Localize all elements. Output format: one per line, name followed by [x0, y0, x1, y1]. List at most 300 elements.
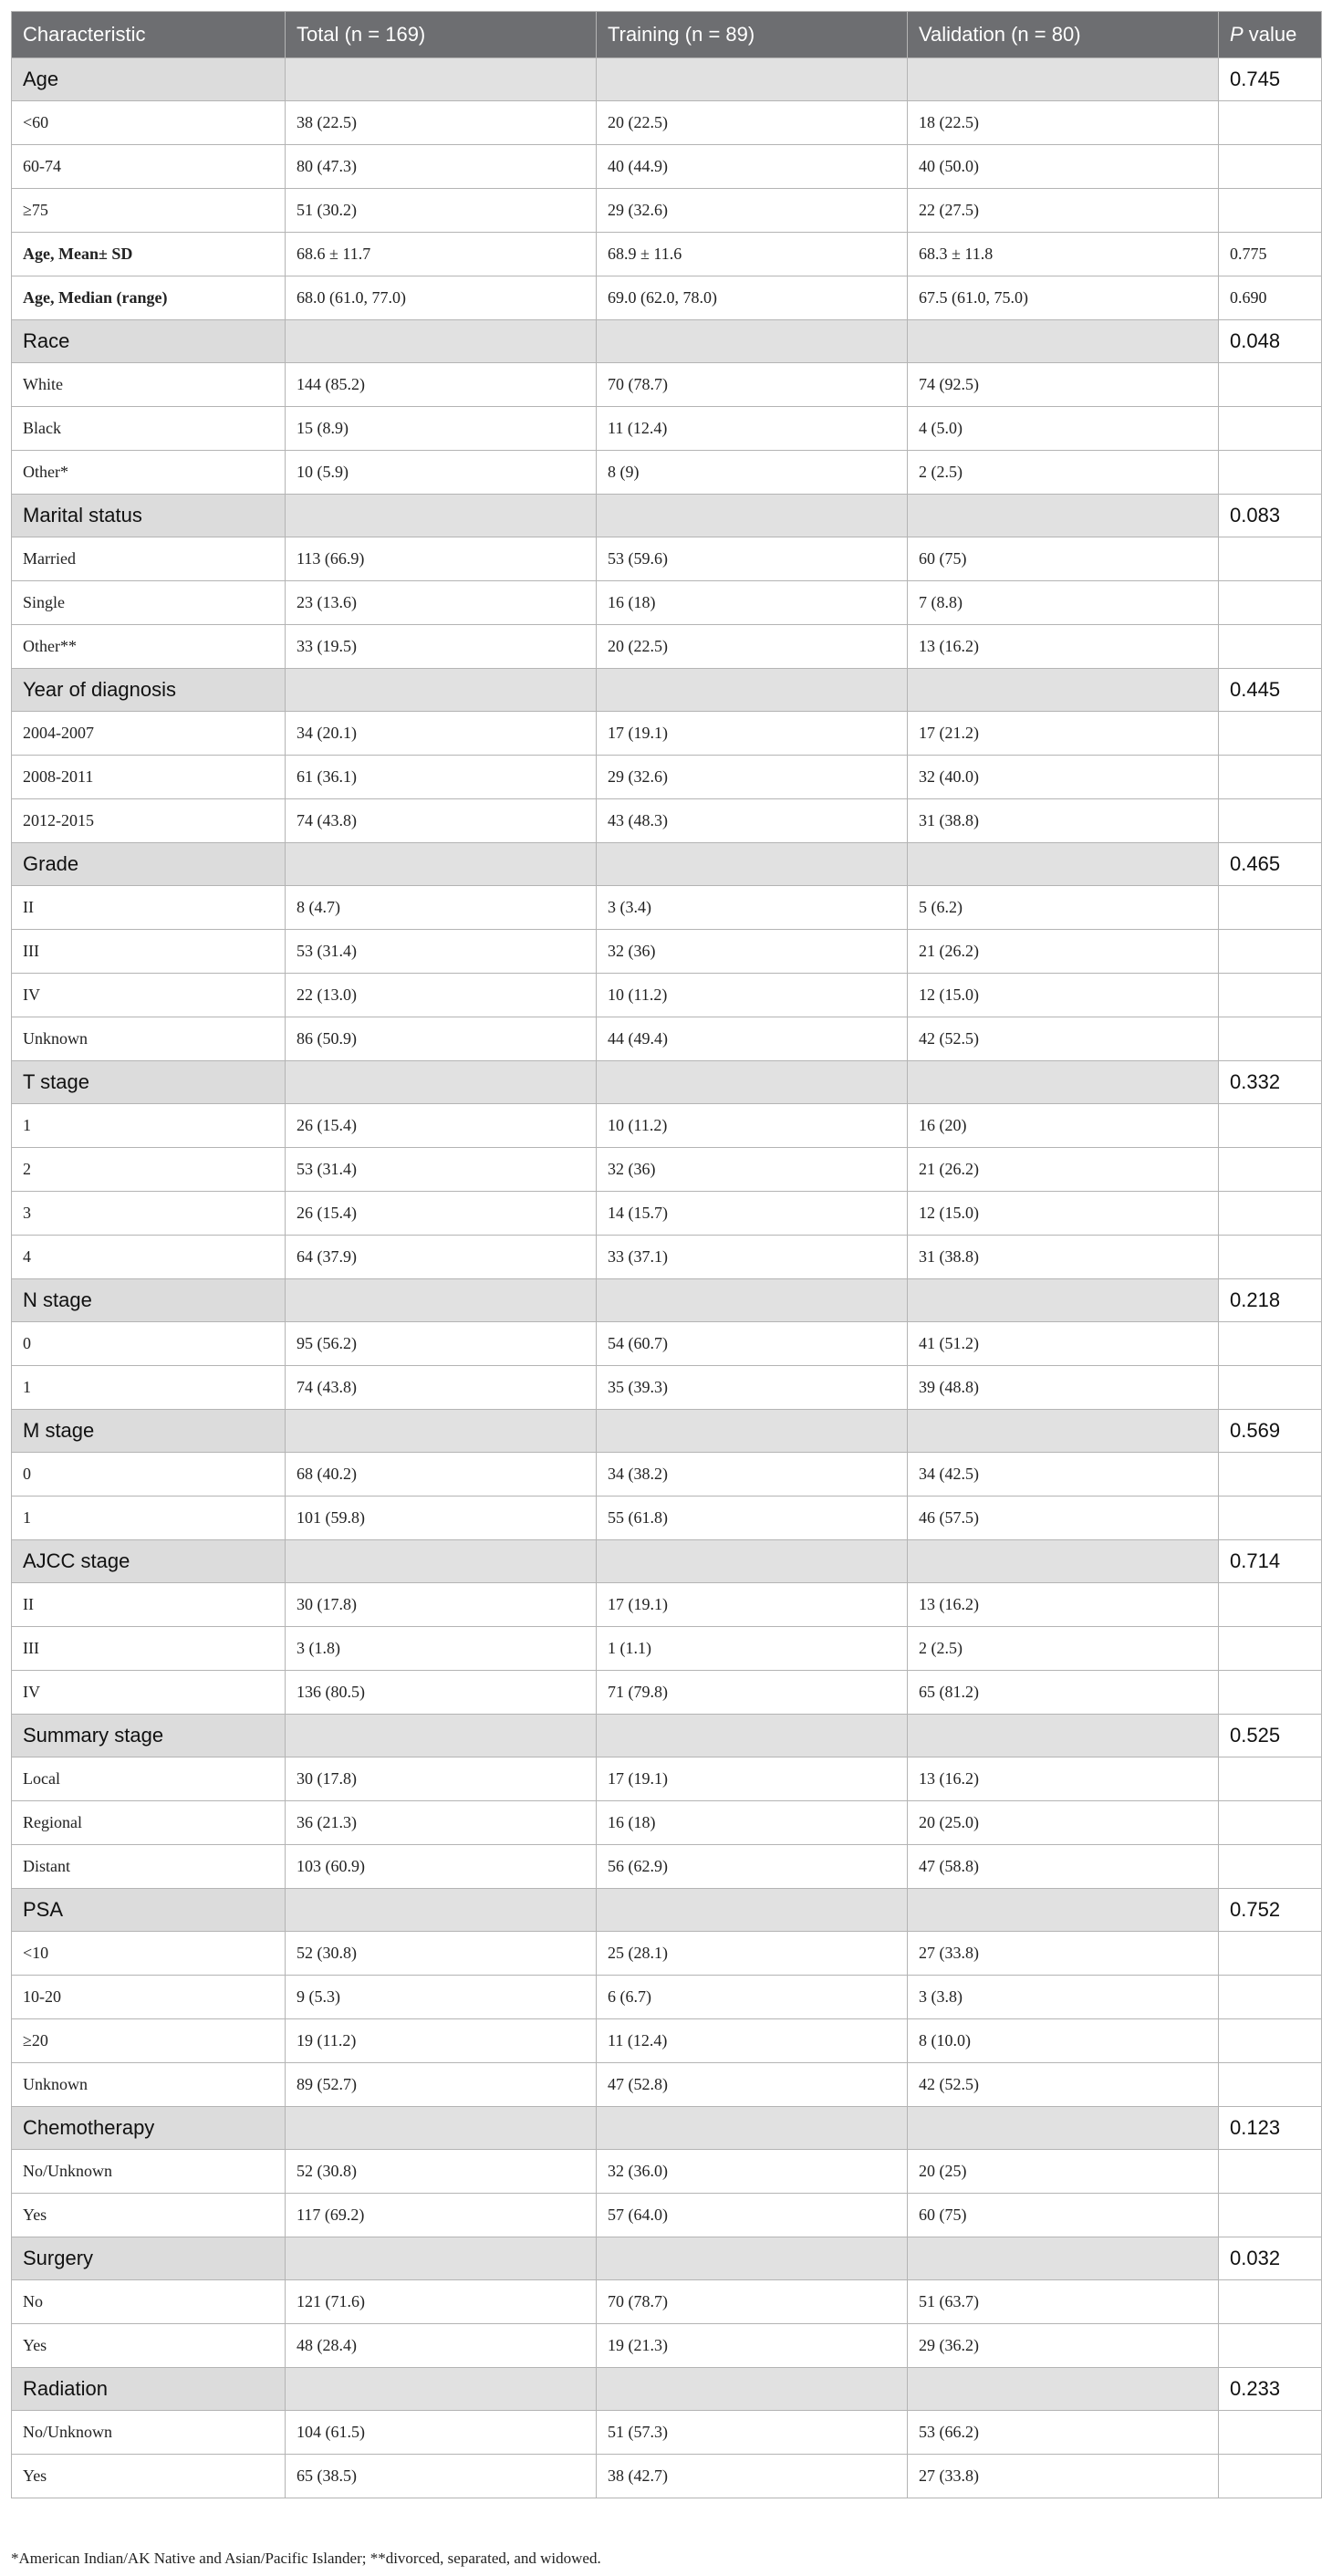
section-empty-cell: [597, 1540, 908, 1583]
training-cell: 14 (15.7): [597, 1192, 908, 1236]
row-label: 1: [12, 1366, 286, 1410]
row-label: III: [12, 930, 286, 974]
total-cell: 52 (30.8): [286, 1932, 597, 1976]
table-row: [12, 1932, 1322, 1976]
validation-cell: 31 (38.8): [908, 1236, 1219, 1279]
section-header-row: [12, 2368, 1322, 2411]
validation-cell: 21 (26.2): [908, 1148, 1219, 1192]
p-value-cell: [1219, 1366, 1322, 1410]
section-empty-cell: [597, 58, 908, 101]
validation-cell: 2 (2.5): [908, 451, 1219, 495]
p-value-cell: [1219, 1757, 1322, 1801]
training-cell: 6 (6.7): [597, 1976, 908, 2019]
p-value-cell: [1219, 189, 1322, 233]
validation-cell: 32 (40.0): [908, 756, 1219, 799]
section-empty-cell: [908, 1715, 1219, 1757]
section-p-value: 0.083: [1219, 495, 1322, 537]
total-cell: 30 (17.8): [286, 1757, 597, 1801]
section-label: T stage: [12, 1061, 286, 1104]
total-cell: 34 (20.1): [286, 712, 597, 756]
training-cell: 57 (64.0): [597, 2194, 908, 2237]
training-cell: 33 (37.1): [597, 1236, 908, 1279]
section-empty-cell: [597, 1889, 908, 1932]
section-empty-cell: [908, 2237, 1219, 2280]
table-row: [12, 1583, 1322, 1627]
table-row: [12, 189, 1322, 233]
p-value-cell: 0.775: [1219, 233, 1322, 276]
total-cell: 86 (50.9): [286, 1017, 597, 1061]
section-label: Grade: [12, 843, 286, 886]
training-cell: 68.9 ± 11.6: [597, 233, 908, 276]
section-empty-cell: [286, 320, 597, 363]
row-label: Yes: [12, 2194, 286, 2237]
row-label: 2008-2011: [12, 756, 286, 799]
section-p-value: 0.465: [1219, 843, 1322, 886]
row-label: Single: [12, 581, 286, 625]
section-header-row: [12, 1540, 1322, 1583]
training-cell: 56 (62.9): [597, 1845, 908, 1889]
training-cell: 32 (36.0): [597, 2150, 908, 2194]
section-empty-cell: [597, 2368, 908, 2411]
training-cell: 3 (3.4): [597, 886, 908, 930]
total-cell: 64 (37.9): [286, 1236, 597, 1279]
row-label: Regional: [12, 1801, 286, 1845]
table-row: [12, 712, 1322, 756]
validation-cell: 13 (16.2): [908, 1583, 1219, 1627]
validation-cell: 27 (33.8): [908, 2455, 1219, 2498]
section-empty-cell: [597, 1410, 908, 1453]
total-cell: 89 (52.7): [286, 2063, 597, 2107]
section-empty-cell: [597, 669, 908, 712]
section-empty-cell: [286, 2368, 597, 2411]
total-cell: 144 (85.2): [286, 363, 597, 407]
p-value-cell: [1219, 886, 1322, 930]
table-row: [12, 407, 1322, 451]
row-label: 1: [12, 1497, 286, 1540]
validation-cell: 4 (5.0): [908, 407, 1219, 451]
table-header-row: [12, 12, 1322, 58]
validation-cell: 13 (16.2): [908, 1757, 1219, 1801]
row-label: 3: [12, 1192, 286, 1236]
section-p-value: 0.233: [1219, 2368, 1322, 2411]
p-value-cell: [1219, 1932, 1322, 1976]
validation-cell: 27 (33.8): [908, 1932, 1219, 1976]
row-label: Distant: [12, 1845, 286, 1889]
table-row: [12, 1236, 1322, 1279]
row-label: ≥75: [12, 189, 286, 233]
row-label: Age, Median (range): [12, 276, 286, 320]
training-cell: 16 (18): [597, 581, 908, 625]
training-cell: 29 (32.6): [597, 189, 908, 233]
section-header-row: [12, 2107, 1322, 2150]
total-cell: 113 (66.9): [286, 537, 597, 581]
header-p-rest: value: [1243, 23, 1297, 46]
section-empty-cell: [908, 1061, 1219, 1104]
section-p-value: 0.525: [1219, 1715, 1322, 1757]
validation-cell: 68.3 ± 11.8: [908, 233, 1219, 276]
row-label: ≥20: [12, 2019, 286, 2063]
training-cell: 17 (19.1): [597, 1583, 908, 1627]
table-row: [12, 799, 1322, 843]
characteristics-table-container: [11, 11, 1321, 2498]
section-empty-cell: [908, 843, 1219, 886]
section-p-value: 0.123: [1219, 2107, 1322, 2150]
training-cell: 70 (78.7): [597, 2280, 908, 2324]
p-value-cell: [1219, 2019, 1322, 2063]
row-label: No/Unknown: [12, 2150, 286, 2194]
row-label: IV: [12, 1671, 286, 1715]
table-row: [12, 1322, 1322, 1366]
total-cell: 3 (1.8): [286, 1627, 597, 1671]
section-label: N stage: [12, 1279, 286, 1322]
section-empty-cell: [286, 495, 597, 537]
validation-cell: 53 (66.2): [908, 2411, 1219, 2455]
section-empty-cell: [597, 843, 908, 886]
row-label: Local: [12, 1757, 286, 1801]
section-label: Chemotherapy: [12, 2107, 286, 2150]
table-row: [12, 974, 1322, 1017]
table-row: [12, 276, 1322, 320]
table-row: [12, 145, 1322, 189]
section-header-row: [12, 495, 1322, 537]
section-empty-cell: [908, 1889, 1219, 1932]
section-empty-cell: [597, 495, 908, 537]
training-cell: 51 (57.3): [597, 2411, 908, 2455]
training-cell: 8 (9): [597, 451, 908, 495]
section-header-row: [12, 320, 1322, 363]
table-row: [12, 101, 1322, 145]
p-value-cell: 0.690: [1219, 276, 1322, 320]
p-value-cell: [1219, 2063, 1322, 2107]
section-p-value: 0.032: [1219, 2237, 1322, 2280]
table-row: [12, 1845, 1322, 1889]
header-p-value: [1219, 12, 1322, 58]
section-header-row: [12, 1279, 1322, 1322]
validation-cell: 31 (38.8): [908, 799, 1219, 843]
p-value-cell: [1219, 451, 1322, 495]
p-value-cell: [1219, 1192, 1322, 1236]
validation-cell: 39 (48.8): [908, 1366, 1219, 1410]
total-cell: 117 (69.2): [286, 2194, 597, 2237]
validation-cell: 40 (50.0): [908, 145, 1219, 189]
section-empty-cell: [908, 1410, 1219, 1453]
total-cell: 38 (22.5): [286, 101, 597, 145]
p-value-cell: [1219, 1497, 1322, 1540]
total-cell: 74 (43.8): [286, 1366, 597, 1410]
table-footnote: *American Indian/AK Native and Asian/Pacific Islander; **divorced, separated, and widowed.: [11, 2550, 601, 2567]
validation-cell: 21 (26.2): [908, 930, 1219, 974]
training-cell: 16 (18): [597, 1801, 908, 1845]
p-value-cell: [1219, 1583, 1322, 1627]
section-label: Surgery: [12, 2237, 286, 2280]
section-p-value: 0.048: [1219, 320, 1322, 363]
table-row: [12, 2150, 1322, 2194]
total-cell: 26 (15.4): [286, 1192, 597, 1236]
section-empty-cell: [286, 2237, 597, 2280]
table-row: [12, 1627, 1322, 1671]
total-cell: 15 (8.9): [286, 407, 597, 451]
section-empty-cell: [908, 2368, 1219, 2411]
total-cell: 68.0 (61.0, 77.0): [286, 276, 597, 320]
section-header-row: [12, 669, 1322, 712]
p-value-cell: [1219, 625, 1322, 669]
total-cell: 53 (31.4): [286, 1148, 597, 1192]
table-row: [12, 1104, 1322, 1148]
total-cell: 121 (71.6): [286, 2280, 597, 2324]
table-row: [12, 2019, 1322, 2063]
total-cell: 51 (30.2): [286, 189, 597, 233]
validation-cell: 51 (63.7): [908, 2280, 1219, 2324]
total-cell: 65 (38.5): [286, 2455, 597, 2498]
section-empty-cell: [286, 1410, 597, 1453]
section-empty-cell: [908, 2107, 1219, 2150]
total-cell: 52 (30.8): [286, 2150, 597, 2194]
section-empty-cell: [908, 495, 1219, 537]
section-empty-cell: [597, 1279, 908, 1322]
total-cell: 36 (21.3): [286, 1801, 597, 1845]
section-label: M stage: [12, 1410, 286, 1453]
row-label: 2: [12, 1148, 286, 1192]
row-label: 10-20: [12, 1976, 286, 2019]
total-cell: 8 (4.7): [286, 886, 597, 930]
training-cell: 70 (78.7): [597, 363, 908, 407]
validation-cell: 2 (2.5): [908, 1627, 1219, 1671]
total-cell: 10 (5.9): [286, 451, 597, 495]
total-cell: 19 (11.2): [286, 2019, 597, 2063]
row-label: II: [12, 1583, 286, 1627]
header-total: Total (n = 169): [286, 12, 597, 58]
total-cell: 80 (47.3): [286, 145, 597, 189]
row-label: White: [12, 363, 286, 407]
total-cell: 68.6 ± 11.7: [286, 233, 597, 276]
section-p-value: 0.569: [1219, 1410, 1322, 1453]
p-value-cell: [1219, 1801, 1322, 1845]
training-cell: 17 (19.1): [597, 1757, 908, 1801]
table-row: [12, 930, 1322, 974]
row-label: 0: [12, 1453, 286, 1497]
p-value-cell: [1219, 974, 1322, 1017]
row-label: II: [12, 886, 286, 930]
total-cell: 74 (43.8): [286, 799, 597, 843]
row-label: Married: [12, 537, 286, 581]
validation-cell: 3 (3.8): [908, 1976, 1219, 2019]
section-empty-cell: [908, 320, 1219, 363]
section-header-row: [12, 1410, 1322, 1453]
section-empty-cell: [597, 2237, 908, 2280]
validation-cell: 22 (27.5): [908, 189, 1219, 233]
row-label: <60: [12, 101, 286, 145]
validation-cell: 12 (15.0): [908, 974, 1219, 1017]
table-row: [12, 1497, 1322, 1540]
section-empty-cell: [286, 1540, 597, 1583]
row-label: 0: [12, 1322, 286, 1366]
section-empty-cell: [286, 58, 597, 101]
row-label: 1: [12, 1104, 286, 1148]
header-training: Training (n = 89): [597, 12, 908, 58]
p-value-cell: [1219, 712, 1322, 756]
training-cell: 35 (39.3): [597, 1366, 908, 1410]
p-value-cell: [1219, 1671, 1322, 1715]
section-header-row: [12, 1889, 1322, 1932]
section-empty-cell: [908, 58, 1219, 101]
validation-cell: 7 (8.8): [908, 581, 1219, 625]
section-label: Race: [12, 320, 286, 363]
training-cell: 38 (42.7): [597, 2455, 908, 2498]
p-value-cell: [1219, 537, 1322, 581]
validation-cell: 65 (81.2): [908, 1671, 1219, 1715]
table-row: [12, 1453, 1322, 1497]
training-cell: 43 (48.3): [597, 799, 908, 843]
section-empty-cell: [597, 1715, 908, 1757]
table-row: [12, 2324, 1322, 2368]
table-row: [12, 1192, 1322, 1236]
training-cell: 20 (22.5): [597, 625, 908, 669]
section-label: AJCC stage: [12, 1540, 286, 1583]
training-cell: 40 (44.9): [597, 145, 908, 189]
row-label: III: [12, 1627, 286, 1671]
p-value-cell: [1219, 2194, 1322, 2237]
header-validation: Validation (n = 80): [908, 12, 1219, 58]
row-label: Other*: [12, 451, 286, 495]
training-cell: 32 (36): [597, 930, 908, 974]
total-cell: 23 (13.6): [286, 581, 597, 625]
total-cell: 33 (19.5): [286, 625, 597, 669]
total-cell: 103 (60.9): [286, 1845, 597, 1889]
section-empty-cell: [597, 2107, 908, 2150]
section-header-row: [12, 58, 1322, 101]
section-header-row: [12, 1061, 1322, 1104]
table-row: [12, 363, 1322, 407]
table-row: [12, 2194, 1322, 2237]
section-label: Radiation: [12, 2368, 286, 2411]
section-empty-cell: [597, 1061, 908, 1104]
section-p-value: 0.745: [1219, 58, 1322, 101]
validation-cell: 13 (16.2): [908, 625, 1219, 669]
table-row: [12, 581, 1322, 625]
table-row: [12, 2280, 1322, 2324]
section-empty-cell: [286, 2107, 597, 2150]
total-cell: 53 (31.4): [286, 930, 597, 974]
total-cell: 9 (5.3): [286, 1976, 597, 2019]
section-header-row: [12, 1715, 1322, 1757]
table-row: [12, 2411, 1322, 2455]
table-row: [12, 2455, 1322, 2498]
p-value-cell: [1219, 1148, 1322, 1192]
p-value-cell: [1219, 2411, 1322, 2455]
section-empty-cell: [597, 320, 908, 363]
section-label: PSA: [12, 1889, 286, 1932]
header-characteristic: Characteristic: [12, 12, 286, 58]
p-value-cell: [1219, 363, 1322, 407]
p-value-cell: [1219, 2280, 1322, 2324]
training-cell: 1 (1.1): [597, 1627, 908, 1671]
validation-cell: 12 (15.0): [908, 1192, 1219, 1236]
p-value-cell: [1219, 2324, 1322, 2368]
training-cell: 20 (22.5): [597, 101, 908, 145]
section-p-value: 0.332: [1219, 1061, 1322, 1104]
row-label: 60-74: [12, 145, 286, 189]
training-cell: 32 (36): [597, 1148, 908, 1192]
total-cell: 26 (15.4): [286, 1104, 597, 1148]
p-value-cell: [1219, 1453, 1322, 1497]
validation-cell: 67.5 (61.0, 75.0): [908, 276, 1219, 320]
training-cell: 44 (49.4): [597, 1017, 908, 1061]
table-row: [12, 1801, 1322, 1845]
total-cell: 104 (61.5): [286, 2411, 597, 2455]
training-cell: 69.0 (62.0, 78.0): [597, 276, 908, 320]
header-p-italic: P: [1230, 23, 1244, 46]
row-label: 2004-2007: [12, 712, 286, 756]
row-label: No/Unknown: [12, 2411, 286, 2455]
training-cell: 55 (61.8): [597, 1497, 908, 1540]
validation-cell: 46 (57.5): [908, 1497, 1219, 1540]
section-empty-cell: [286, 1715, 597, 1757]
table-row: [12, 886, 1322, 930]
p-value-cell: [1219, 581, 1322, 625]
table-row: [12, 1366, 1322, 1410]
table-row: [12, 1757, 1322, 1801]
section-empty-cell: [908, 1540, 1219, 1583]
p-value-cell: [1219, 756, 1322, 799]
section-header-row: [12, 2237, 1322, 2280]
training-cell: 47 (52.8): [597, 2063, 908, 2107]
row-label: Yes: [12, 2324, 286, 2368]
characteristics-table: [11, 11, 1322, 2498]
validation-cell: 60 (75): [908, 2194, 1219, 2237]
training-cell: 25 (28.1): [597, 1932, 908, 1976]
section-empty-cell: [286, 1889, 597, 1932]
table-row: [12, 625, 1322, 669]
total-cell: 68 (40.2): [286, 1453, 597, 1497]
row-label: Black: [12, 407, 286, 451]
table-row: [12, 451, 1322, 495]
row-label: Unknown: [12, 2063, 286, 2107]
training-cell: 10 (11.2): [597, 1104, 908, 1148]
section-empty-cell: [286, 1061, 597, 1104]
validation-cell: 5 (6.2): [908, 886, 1219, 930]
section-empty-cell: [908, 669, 1219, 712]
training-cell: 11 (12.4): [597, 2019, 908, 2063]
total-cell: 22 (13.0): [286, 974, 597, 1017]
row-label: IV: [12, 974, 286, 1017]
validation-cell: 17 (21.2): [908, 712, 1219, 756]
total-cell: 136 (80.5): [286, 1671, 597, 1715]
p-value-cell: [1219, 1017, 1322, 1061]
total-cell: 61 (36.1): [286, 756, 597, 799]
section-label: Year of diagnosis: [12, 669, 286, 712]
p-value-cell: [1219, 1104, 1322, 1148]
validation-cell: 29 (36.2): [908, 2324, 1219, 2368]
table-row: [12, 1017, 1322, 1061]
validation-cell: 8 (10.0): [908, 2019, 1219, 2063]
section-p-value: 0.445: [1219, 669, 1322, 712]
row-label: Other**: [12, 625, 286, 669]
p-value-cell: [1219, 799, 1322, 843]
section-label: Marital status: [12, 495, 286, 537]
total-cell: 95 (56.2): [286, 1322, 597, 1366]
row-label: 2012-2015: [12, 799, 286, 843]
row-label: 4: [12, 1236, 286, 1279]
validation-cell: 60 (75): [908, 537, 1219, 581]
row-label: Yes: [12, 2455, 286, 2498]
p-value-cell: [1219, 1976, 1322, 2019]
table-row: [12, 233, 1322, 276]
p-value-cell: [1219, 2455, 1322, 2498]
validation-cell: 41 (51.2): [908, 1322, 1219, 1366]
row-label: Age, Mean± SD: [12, 233, 286, 276]
section-p-value: 0.714: [1219, 1540, 1322, 1583]
p-value-cell: [1219, 1845, 1322, 1889]
